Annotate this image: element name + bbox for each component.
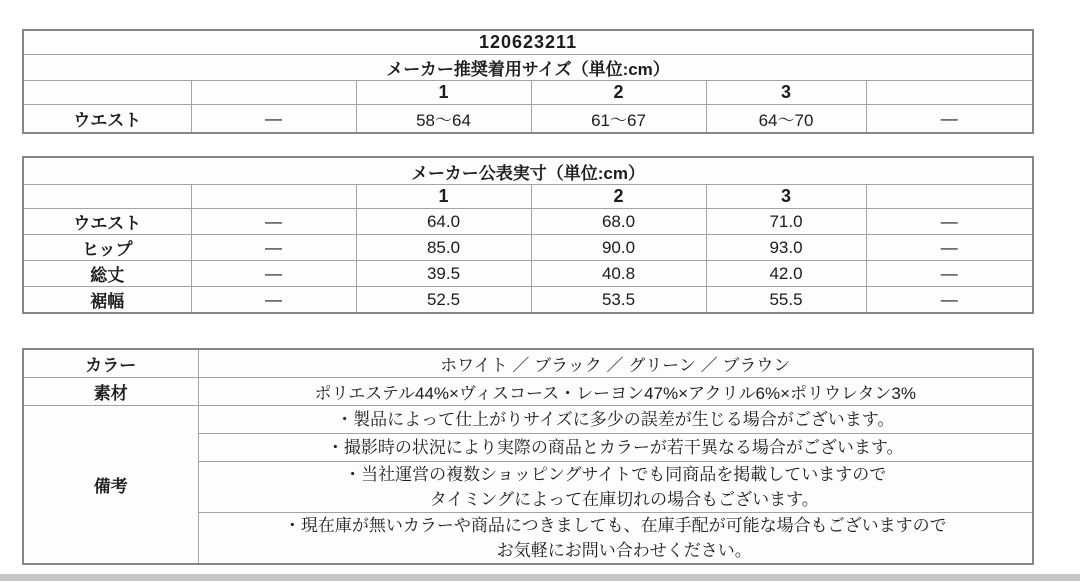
row-label: 総丈 <box>23 261 191 287</box>
table-cell: 58〜64 <box>356 105 531 134</box>
table-cell: 53.5 <box>531 287 706 314</box>
actual-size-table <box>22 156 1034 314</box>
note-text: ・当社運営の複数ショッピングサイトでも同商品を掲載していますので <box>344 465 887 484</box>
table-cell: — <box>191 261 356 287</box>
details-table <box>22 348 1034 565</box>
table-title-row <box>23 55 1033 81</box>
table-row-waist <box>23 209 1033 235</box>
size-header-3: 3 <box>706 185 866 209</box>
table-cell: 90.0 <box>531 235 706 261</box>
actual-size-title: メーカー公表実寸（単位:cm） <box>23 157 1033 185</box>
note-text-continuation: お気軽にお問い合わせください。 <box>496 541 752 560</box>
note-cell <box>198 513 1033 565</box>
table-cell: 68.0 <box>531 209 706 235</box>
size-header-2: 2 <box>531 81 706 105</box>
empty-header-cell <box>23 81 191 105</box>
table-cell: 52.5 <box>356 287 531 314</box>
table-cell: 64〜70 <box>706 105 866 134</box>
empty-header-cell <box>191 81 356 105</box>
table-row-material <box>23 378 1033 406</box>
table-cell: 40.8 <box>531 261 706 287</box>
empty-header-cell <box>191 185 356 209</box>
table-cell: — <box>866 261 1033 287</box>
color-label: カラー <box>23 349 198 378</box>
table-cell: 61〜67 <box>531 105 706 134</box>
table-cell: — <box>191 209 356 235</box>
table-cell: 85.0 <box>356 235 531 261</box>
empty-header-cell <box>866 81 1033 105</box>
color-value: ホワイト ／ ブラック ／ グリーン ／ ブラウン <box>198 349 1033 378</box>
product-code-row <box>23 30 1033 55</box>
row-label: ウエスト <box>23 105 191 134</box>
table-cell: — <box>866 105 1033 134</box>
size-header-2: 2 <box>531 185 706 209</box>
table-cell: — <box>866 287 1033 314</box>
table-cell: — <box>866 235 1033 261</box>
table-row-hip <box>23 235 1033 261</box>
table-cell: 39.5 <box>356 261 531 287</box>
empty-header-cell <box>866 185 1033 209</box>
table-cell: 64.0 <box>356 209 531 235</box>
table-row-note <box>23 406 1033 434</box>
table-cell: — <box>191 235 356 261</box>
table-cell: 93.0 <box>706 235 866 261</box>
remarks-label: 備考 <box>23 406 198 565</box>
material-label: 素材 <box>23 378 198 406</box>
size-header-row <box>23 185 1033 209</box>
note-cell <box>198 462 1033 513</box>
empty-header-cell <box>23 185 191 209</box>
note-text: ・撮影時の状況により実際の商品とカラーが若干異なる場合がございます。 <box>326 438 904 457</box>
table-cell: 42.0 <box>706 261 866 287</box>
note-cell <box>198 406 1033 434</box>
size-header-row <box>23 81 1033 105</box>
row-label: ヒップ <box>23 235 191 261</box>
note-text-continuation: タイミングによって在庫切れの場合もございます。 <box>429 490 819 509</box>
table-cell: 55.5 <box>706 287 866 314</box>
table-row-waist <box>23 105 1033 134</box>
table-cell: — <box>866 209 1033 235</box>
note-text: ・現在庫が無いカラーや商品につきましても、在庫手配が可能な場合もございますので <box>283 516 947 535</box>
size-header-1: 1 <box>356 81 531 105</box>
table-row-color <box>23 349 1033 378</box>
table-row-total-length <box>23 261 1033 287</box>
material-value: ポリエステル44%×ヴィスコース・レーヨン47%×アクリル6%×ポリウレタン3% <box>198 378 1033 406</box>
table-cell: — <box>191 105 356 134</box>
row-label: 裾幅 <box>23 287 191 314</box>
row-label: ウエスト <box>23 209 191 235</box>
bottom-divider-bar <box>0 574 1080 581</box>
size-header-3: 3 <box>706 81 866 105</box>
table-cell: — <box>191 287 356 314</box>
table-cell: 71.0 <box>706 209 866 235</box>
recommended-size-table <box>22 29 1034 134</box>
table-title-row <box>23 157 1033 185</box>
note-text: ・製品によって仕上がりサイズに多少の誤差が生じる場合がございます。 <box>336 410 895 429</box>
table-row-hem-width <box>23 287 1033 314</box>
size-header-1: 1 <box>356 185 531 209</box>
note-cell <box>198 434 1033 462</box>
recommended-size-title: メーカー推奨着用サイズ（単位:cm） <box>23 55 1033 81</box>
product-code: 120623211 <box>23 30 1033 55</box>
